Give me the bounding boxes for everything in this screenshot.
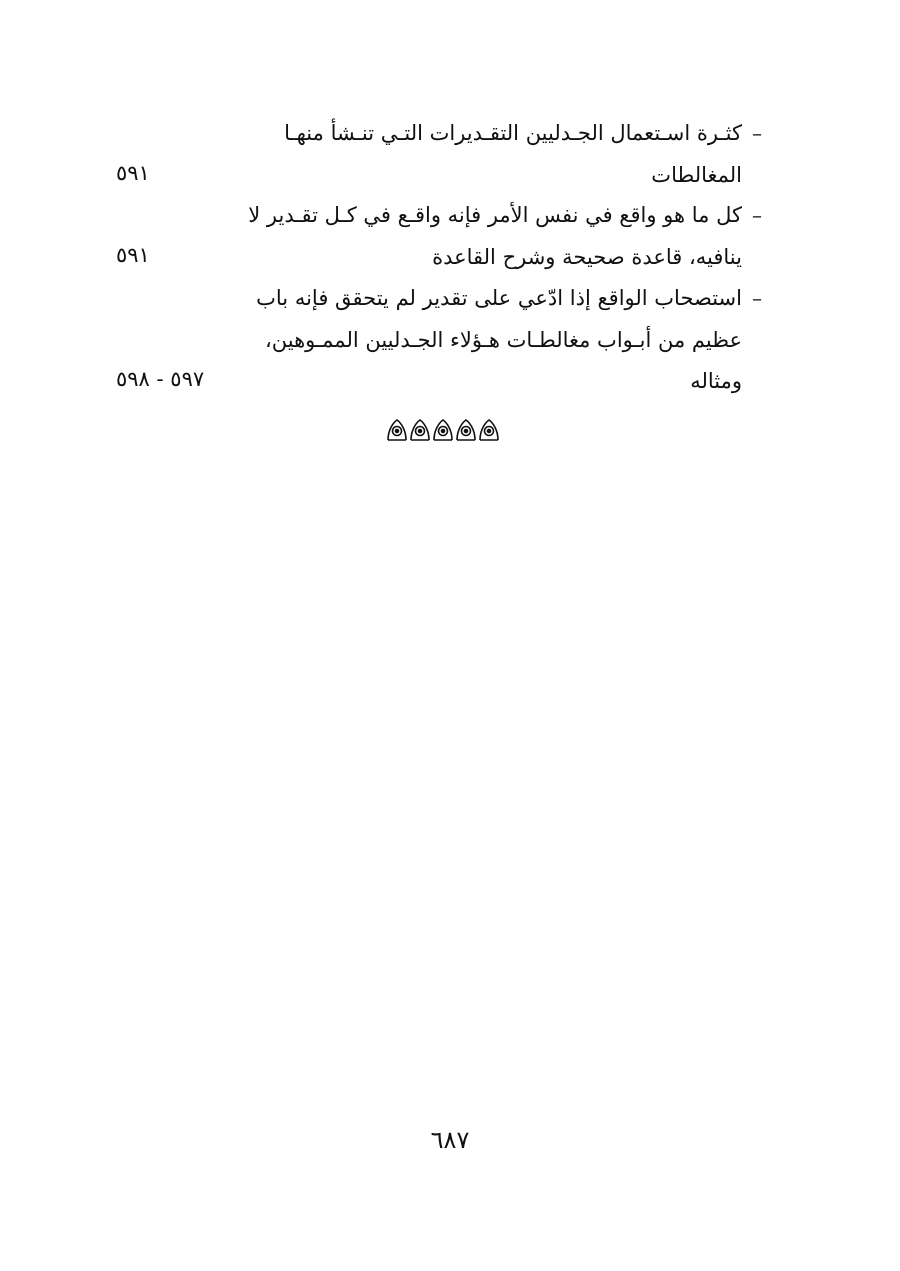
entry-line: كل ما هو واقع في نفس الأمر فإنه واقـع في كـل تقـدير لا — [248, 203, 742, 227]
entry-line: المغالطات — [651, 163, 742, 187]
floral-ornament-icon — [385, 418, 501, 444]
entry-line: ومثاله — [690, 369, 742, 393]
entry-line: استصحاب الواقع إذا ادّعي على تقدير لم يتحقق فإنه باب — [256, 286, 742, 310]
entry-line: عظيم من أبـواب مغالطـات هـؤلاء الجـدليين الممـوهين، — [264, 328, 742, 352]
page-number: ٦٨٧ — [430, 1126, 470, 1154]
entry-dash: – — [752, 203, 762, 227]
entry-dash: – — [752, 286, 762, 310]
entry-page-ref: ٥٩١ — [116, 161, 150, 185]
entry-line: كثـرة اسـتعمال الجـدليين التقـديرات التـي تنـشأ منهـا — [284, 121, 742, 145]
entry-page-ref: ٥٩١ — [116, 243, 150, 267]
entry-dash: – — [752, 121, 762, 145]
entry-line: ينافيه، قاعدة صحيحة وشرح القاعدة — [432, 245, 742, 269]
entry-page-ref: ٥٩٧ - ٥٩٨ — [116, 367, 205, 391]
